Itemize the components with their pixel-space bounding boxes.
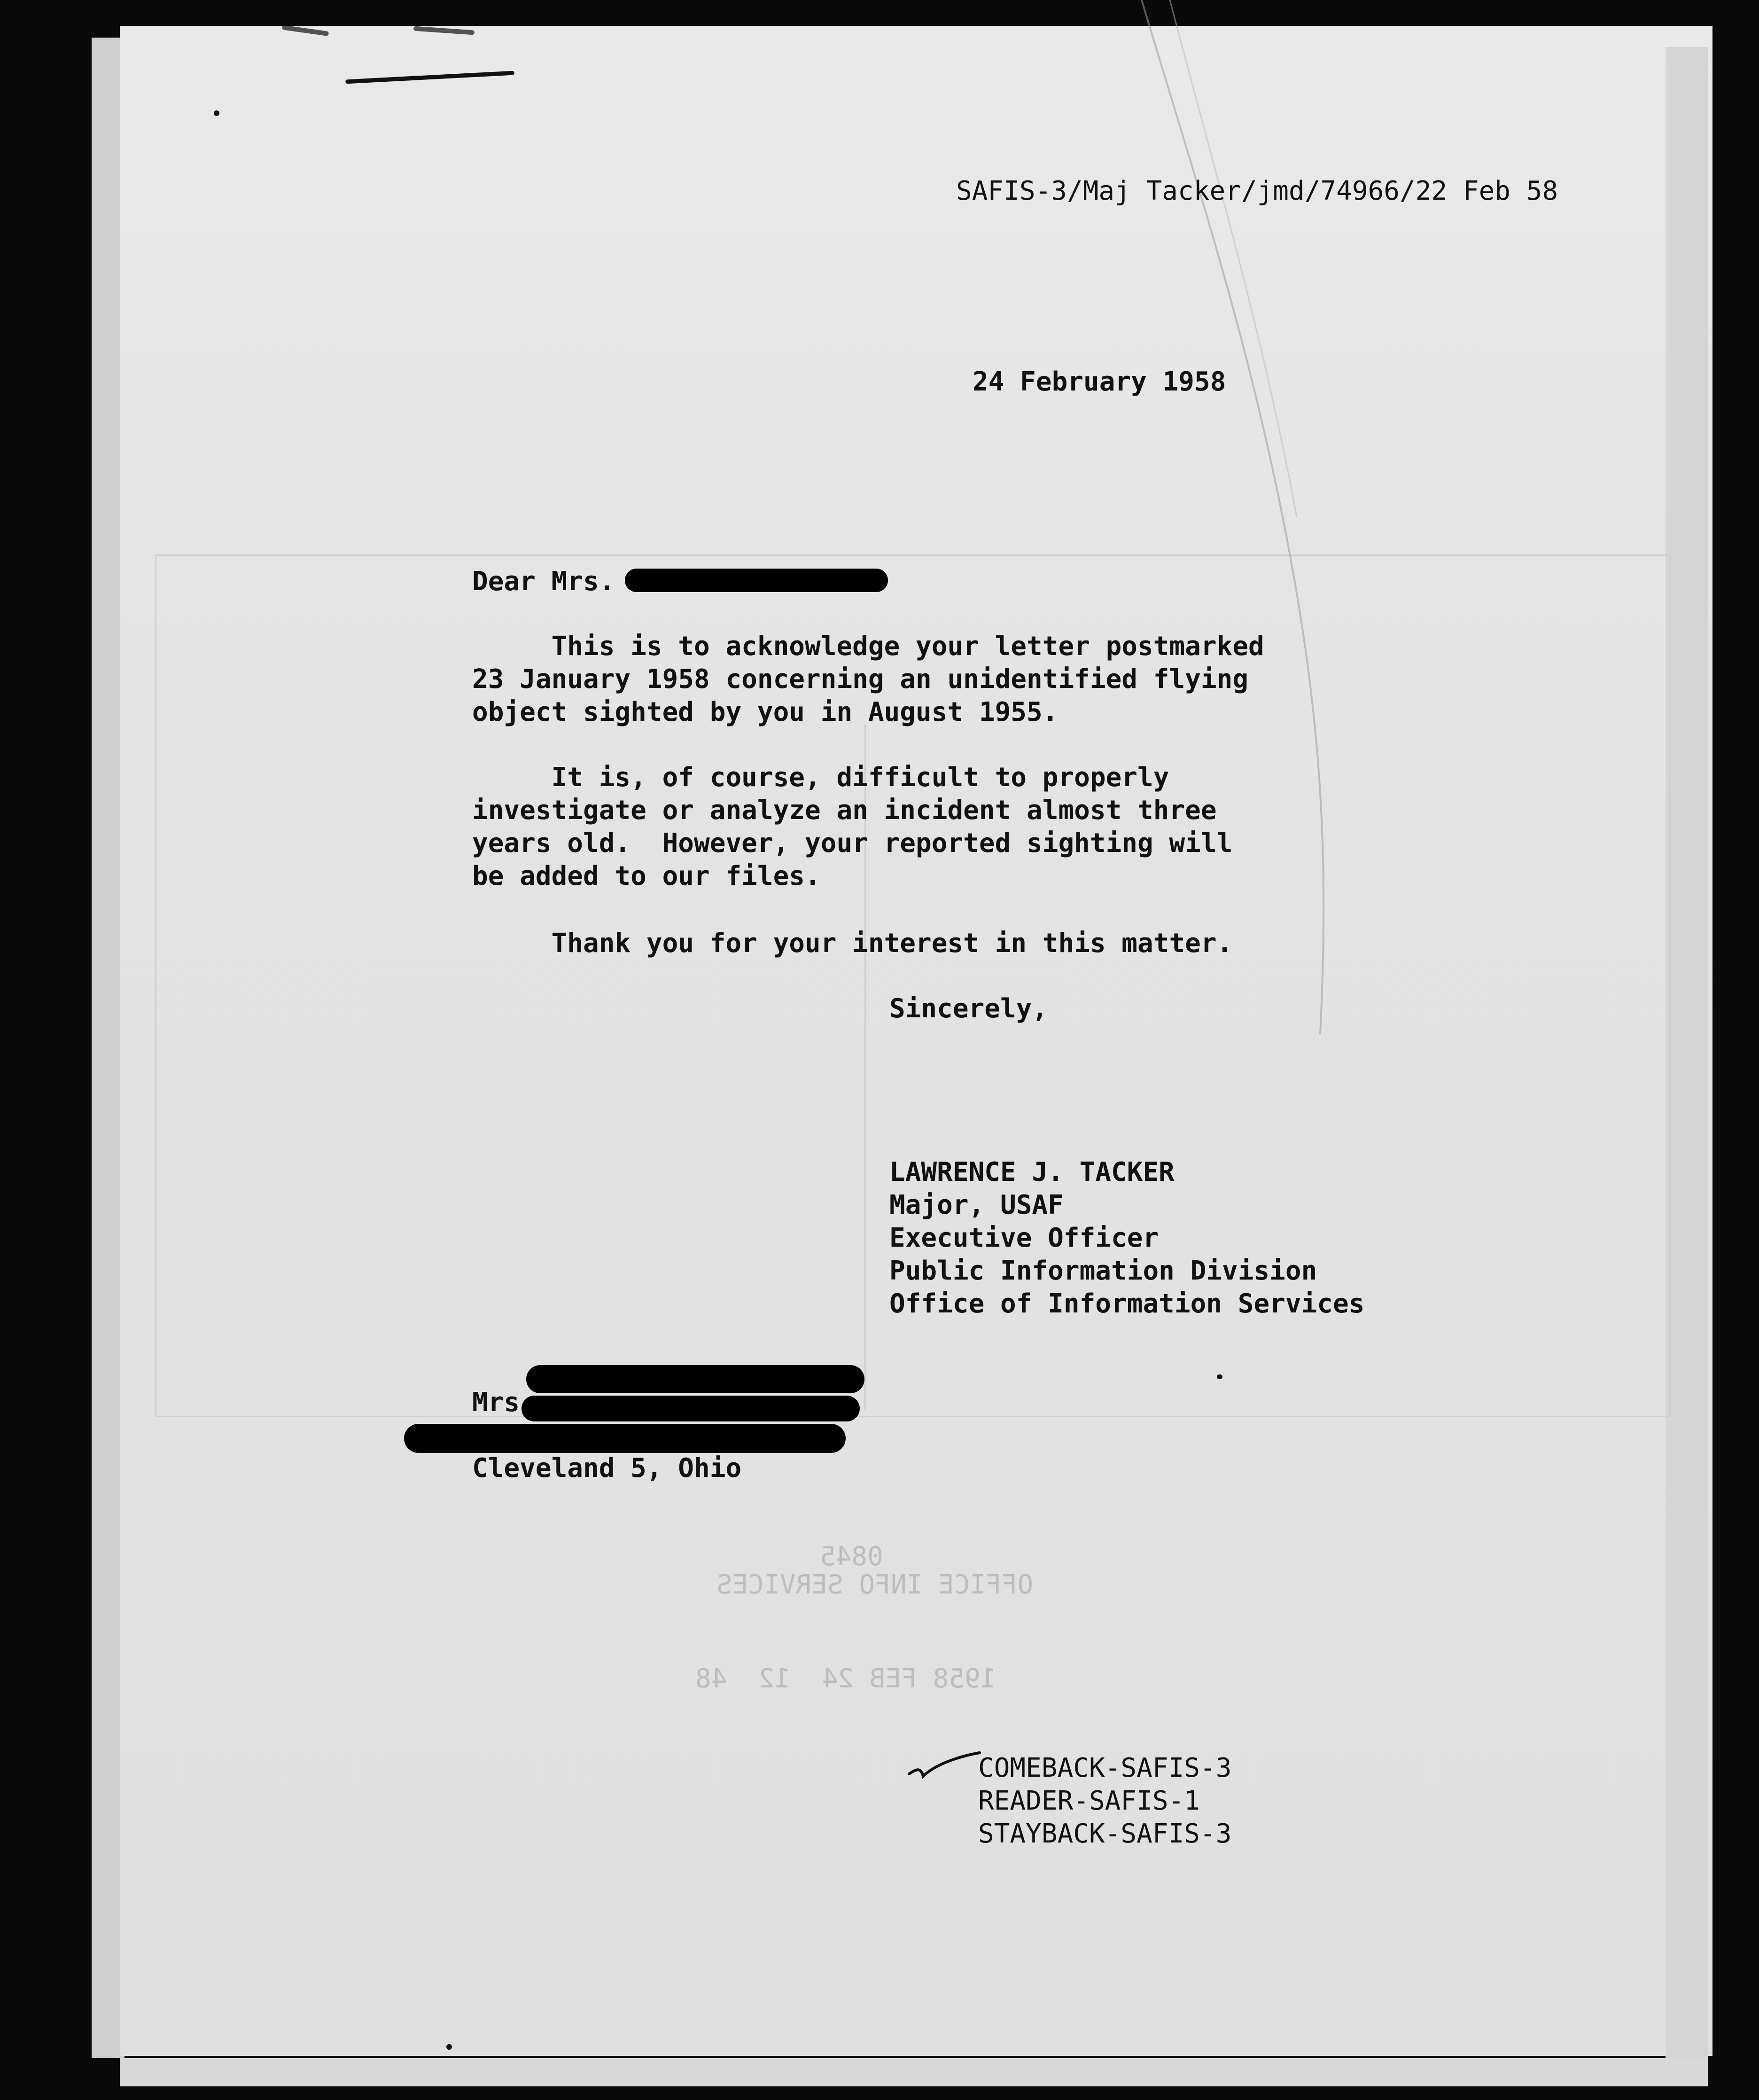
- distribution-list: COMEBACK-SAFIS-3 READER-SAFIS-1 STAYBACK-SAFIS-3: [978, 1753, 1232, 1849]
- address-name: Mrs: [472, 1387, 520, 1418]
- closing: Sincerely,: [889, 993, 1048, 1024]
- speck: [446, 2044, 452, 2050]
- redaction-address-line-2: [521, 1396, 860, 1421]
- signature-block: LAWRENCE J. TACKER Major, USAF Executive Officer Public Information Division Office of Information Services: [889, 1157, 1365, 1319]
- ghost-stamp-line-2: OFFICE INFO SERVICES: [716, 1569, 1034, 1600]
- redaction-address-line-1: [526, 1365, 864, 1393]
- body-paragraph-2: It is, of course, difficult to properly investigate or analyze an incident almost three years old. However, your reported sighting will be added to our files.: [472, 762, 1233, 891]
- speck: [1217, 1374, 1222, 1379]
- redaction-recipient-name: [625, 569, 888, 592]
- salutation: Dear Mrs.: [472, 566, 615, 597]
- letter-date: 24 February 1958: [973, 367, 1226, 397]
- reference-line: SAFIS-3/Maj Tacker/jmd/74966/22 Feb 58: [956, 176, 1558, 206]
- body-paragraph-3: Thank you for your interest in this matter.: [472, 928, 1233, 959]
- address-city: Cleveland 5, Ohio: [472, 1453, 742, 1483]
- speck: [214, 110, 219, 116]
- check-mark-icon: [907, 1748, 982, 1781]
- ghost-stamp-line-1: 0845: [820, 1541, 883, 1572]
- bottom-page-strip: [120, 2058, 1708, 2086]
- ghost-stamp-line-3: 1958 FEB 24 12 48: [695, 1663, 996, 1694]
- body-paragraph-1: This is to acknowledge your letter postmarked 23 January 1958 concerning an unidentified flying object sighted by you in August 1955.: [472, 631, 1264, 727]
- redaction-address-line-3: [404, 1424, 846, 1453]
- right-page-strip: [1666, 47, 1708, 2058]
